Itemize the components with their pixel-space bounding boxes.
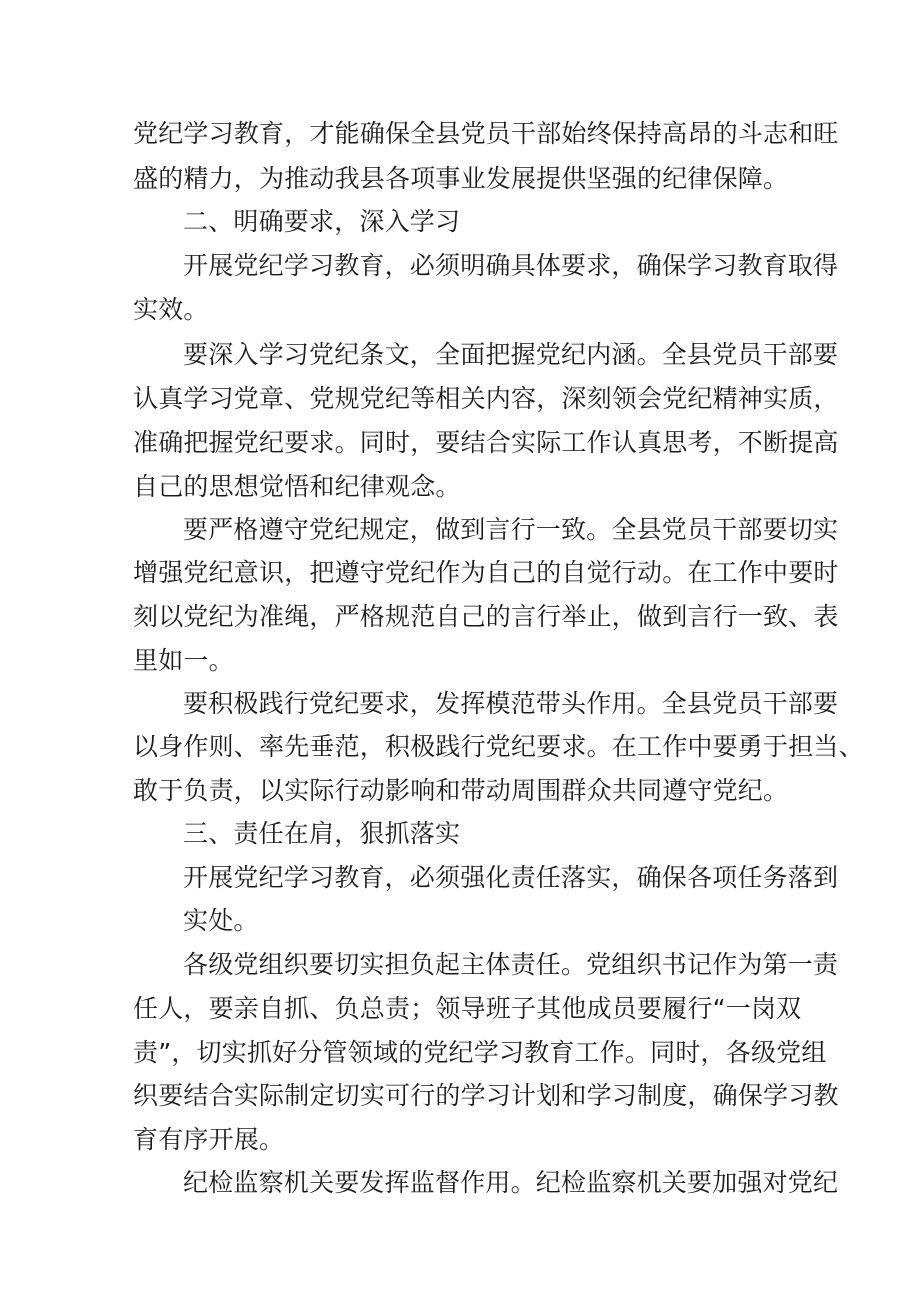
text-line: 敢于负责，以实际行动影响和带动周围群众共同遵守党纪。 bbox=[133, 776, 789, 805]
text-line: 纪检监察机关要发挥监督作用。纪检监察机关要加强对党纪 bbox=[183, 1168, 839, 1197]
text-line: 盛的精力，为推动我县各项事业发展提供坚强的纪律保障。 bbox=[133, 164, 789, 193]
text-line: 要严格遵守党纪规定，做到言行一致。全县党员干部要切实 bbox=[183, 515, 839, 544]
text-line: 刻以党纪为准绳，严格规范自己的言行举止，做到言行一致、表 bbox=[133, 602, 839, 631]
text-line: 要深入学习党纪条文，全面把握党纪内涵。全县党员干部要 bbox=[183, 340, 839, 369]
text-line: 党纪学习教育，才能确保全县党员干部始终保持高昂的斗志和旺 bbox=[133, 119, 839, 148]
text-line: 以身作则、率先垂范，积极践行党纪要求。在工作中要勇于担当、 bbox=[133, 732, 864, 761]
text-line: 增强党纪意识，把遵守党纪作为自己的自觉行动。在工作中要时 bbox=[133, 558, 839, 587]
text-line: 准确把握党纪要求。同时，要结合实际工作认真思考，不断提高 bbox=[133, 428, 839, 457]
text-line: 自己的思想觉悟和纪律观念。 bbox=[133, 472, 461, 501]
text-line: 实处。 bbox=[183, 906, 259, 935]
text-line: 育有序开展。 bbox=[133, 1125, 285, 1154]
text-line: 认真学习党章、党规党纪等相关内容，深刻领会党纪精神实质， bbox=[133, 384, 839, 413]
text-line: 里如一。 bbox=[133, 646, 234, 675]
text-line: 实效。 bbox=[133, 295, 209, 324]
text-line: 责”，切实抓好分管领域的党纪学习教育工作。同时，各级党组 bbox=[133, 1038, 827, 1067]
text-line: 开展党纪学习教育，必须明确具体要求，确保学习教育取得 bbox=[183, 251, 839, 280]
text-line: 要积极践行党纪要求，发挥模范带头作用。全县党员干部要 bbox=[183, 689, 839, 718]
text-line: 织要结合实际制定切实可行的学习计划和学习制度，确保学习教 bbox=[133, 1081, 839, 1110]
text-line: 各级党组织要切实担负起主体责任。党组织书记作为第一责 bbox=[183, 950, 839, 979]
section-heading: 二、明确要求，深入学习 bbox=[183, 207, 461, 236]
text-line: 开展党纪学习教育，必须强化责任落实，确保各项任务落到 bbox=[183, 863, 839, 892]
section-heading: 三、责任在肩，狠抓落实 bbox=[183, 819, 461, 848]
text-line: 任人，要亲自抓、负总责；领导班子其他成员要履行“一岗双 bbox=[133, 994, 802, 1023]
